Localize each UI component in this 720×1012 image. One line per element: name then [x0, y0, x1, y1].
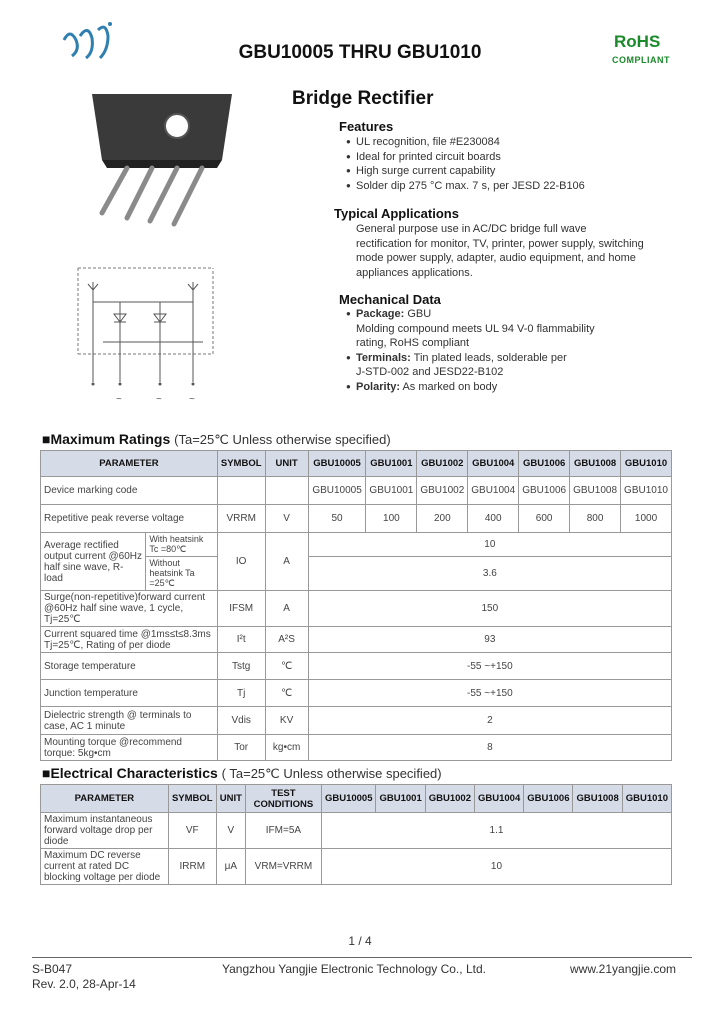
unit-cell: A — [265, 591, 308, 627]
section-note: (Ta=25℃ Unless otherwise specified) — [174, 432, 391, 447]
ac-terminal-label-3: ~ — [189, 394, 195, 405]
table-row — [41, 627, 672, 653]
symbol-cell: IFSM — [217, 591, 265, 627]
col-header: TEST CONDITIONS — [245, 785, 321, 813]
table-row — [41, 591, 672, 627]
col-header: GBU1010 — [622, 785, 671, 813]
doc-code: S-B047 — [32, 962, 73, 976]
mechanical-data: ● Package: GBU Molding compound meets UL 94 V-0 flammability rating, RoHS compliant ● Terminals: Tin plated leads, solderable per J-STD-002 and JESD22-B102 ● Polarity: As marked on body — [346, 307, 686, 394]
website-link[interactable]: www.21yangjie.com — [570, 962, 677, 976]
value-cell: GBU1006 — [519, 477, 570, 505]
col-header: GBU1006 — [524, 785, 573, 813]
section-note: ( Ta=25℃ Unless otherwise specified) — [221, 766, 442, 781]
symbol-cell: IO — [217, 533, 265, 591]
table-row — [41, 849, 672, 885]
list-item: ● Ideal for printed circuit boards — [346, 150, 686, 165]
symbol-cell: I²t — [217, 627, 265, 653]
param-cell: Current squared time @1ms≤t≤8.3ms Tj=25℃, Rating of per diode — [41, 627, 218, 653]
package-image — [72, 88, 242, 228]
col-header: GBU1002 — [425, 785, 474, 813]
value-cell: 10 — [321, 849, 671, 885]
value-cell: 10 — [308, 533, 671, 557]
table-row — [41, 505, 672, 533]
col-header: GBU1008 — [570, 451, 621, 477]
company-name: Yangzhou Yangjie Electronic Technology Co., Ltd. — [222, 962, 486, 976]
value-cell: GBU1010 — [621, 477, 672, 505]
col-header: PARAMETER — [41, 451, 218, 477]
list-item: ● High surge current capability — [346, 164, 686, 179]
product-subtitle: Bridge Rectifier — [292, 88, 434, 109]
value-cell: 100 — [366, 505, 417, 533]
unit-cell: V — [265, 505, 308, 533]
applications-text — [356, 222, 696, 280]
rohs-badge: RoHS — [614, 32, 661, 51]
col-header: GBU1002 — [417, 451, 468, 477]
value-cell: 800 — [570, 505, 621, 533]
table-row — [41, 735, 672, 761]
value-cell: GBU1001 — [366, 477, 417, 505]
ac-terminal-label-1: ~ — [116, 394, 122, 405]
package-value: GBU — [407, 308, 432, 320]
condition-cell: With heatsink Tc =80℃ — [146, 533, 218, 557]
col-header: GBU1008 — [573, 785, 622, 813]
unit-cell: KV — [265, 707, 308, 735]
param-cell: Storage temperature — [41, 653, 218, 680]
param-cell: Device marking code — [41, 477, 218, 505]
value-cell: GBU1008 — [570, 477, 621, 505]
symbol-cell: IRRM — [168, 849, 216, 885]
value-cell: 50 — [308, 505, 366, 533]
param-cell: Maximum DC reverse current at rated DC blocking voltage per diode — [41, 849, 169, 885]
param-cell: Dielectric strength @ terminals to case, AC 1 minute — [41, 707, 218, 735]
col-header: GBU10005 — [308, 451, 366, 477]
col-header: GBU1010 — [621, 451, 672, 477]
col-header: UNIT — [265, 451, 308, 477]
ac-terminal-label-2: ~ — [156, 394, 162, 405]
electrical-heading — [42, 765, 442, 782]
col-header: GBU1001 — [376, 785, 425, 813]
max-ratings-table — [40, 450, 672, 761]
unit-cell: ℃ — [265, 680, 308, 707]
param-cell: Mounting torque @recommend torque: 5kg•cm — [41, 735, 218, 761]
col-header: PARAMETER — [41, 785, 169, 813]
symbol-cell: Tor — [217, 735, 265, 761]
electrical-table — [40, 784, 672, 885]
package-label: Package: — [356, 308, 405, 320]
value-cell: 1000 — [621, 505, 672, 533]
value-cell: GBU1002 — [417, 477, 468, 505]
value-cell: 600 — [519, 505, 570, 533]
footer-divider — [32, 957, 692, 958]
unit-cell: V — [216, 813, 245, 849]
page-title: GBU10005 THRU GBU1010 — [238, 42, 482, 63]
value-cell: GBU10005 — [308, 477, 366, 505]
col-header: SYMBOL — [168, 785, 216, 813]
text-line: J-STD-002 and JESD22-B102 — [356, 366, 504, 378]
unit-cell: μA — [216, 849, 245, 885]
section-title: ■Maximum Ratings — [42, 431, 171, 447]
param-cell: Junction temperature — [41, 680, 218, 707]
revision: Rev. 2.0, 28-Apr-14 — [32, 977, 136, 991]
text-line: rating, RoHS compliant — [356, 337, 470, 349]
value-cell: 93 — [308, 627, 671, 653]
features-list — [346, 135, 686, 193]
value-cell: GBU1004 — [468, 477, 519, 505]
col-header: GBU1004 — [468, 451, 519, 477]
unit-cell: A — [265, 533, 308, 591]
value-cell: 150 — [308, 591, 671, 627]
max-ratings-heading — [42, 431, 391, 448]
param-cell: Maximum instantaneous forward voltage drop per diode — [41, 813, 169, 849]
col-header: GBU1001 — [366, 451, 417, 477]
unit-cell: ℃ — [265, 653, 308, 680]
table-row — [41, 533, 672, 557]
terminals-label: Terminals: — [356, 351, 411, 364]
col-header: GBU10005 — [321, 785, 376, 813]
table-row — [41, 680, 672, 707]
param-cell: Surge(non-repetitive)forward current @60Hz half sine wave, 1 cycle, Tj=25℃ — [41, 591, 218, 627]
value-cell: 8 — [308, 735, 671, 761]
text-line: General purpose use in AC/DC bridge full wave — [356, 223, 587, 235]
symbol-cell: Vdis — [217, 707, 265, 735]
rohs-compliant-label: COMPLIANT — [612, 55, 670, 65]
col-header: GBU1004 — [474, 785, 523, 813]
text-line: appliances applications. — [356, 266, 473, 279]
value-cell: 200 — [417, 505, 468, 533]
page-number: 1 / 4 — [348, 934, 372, 948]
list-item: ● UL recognition, file #E230084 — [346, 135, 686, 150]
table-row — [41, 477, 672, 505]
polarity-value: As marked on body — [402, 380, 498, 393]
text-line: rectification for monitor, TV, printer, power supply, switching — [356, 237, 644, 250]
value-cell: 1.1 — [321, 813, 671, 849]
condition-cell: IFM=5A — [245, 813, 321, 849]
value-cell: 400 — [468, 505, 519, 533]
param-cell: Repetitive peak reverse voltage — [41, 505, 218, 533]
circuit-diagram — [68, 262, 228, 412]
value-cell: 3.6 — [308, 557, 671, 591]
symbol-cell: Tstg — [217, 653, 265, 680]
condition-cell: VRM=VRRM — [245, 849, 321, 885]
unit-cell: A²S — [265, 627, 308, 653]
unit-cell: kg•cm — [265, 735, 308, 761]
text-line: mode power supply, adapter, audio equipment, and home — [356, 252, 636, 264]
table-row — [41, 707, 672, 735]
symbol-cell: VF — [168, 813, 216, 849]
polarity-label: Polarity: — [356, 380, 401, 393]
section-title: ■Electrical Characteristics — [42, 765, 218, 781]
symbol-cell: Tj — [217, 680, 265, 707]
mechanical-heading: Mechanical Data — [339, 292, 441, 307]
terminals-value: Tin plated leads, solderable per — [413, 351, 567, 364]
value-cell: -55 ~+150 — [308, 653, 671, 680]
features-heading: Features — [339, 119, 394, 134]
condition-cell: Without heatsink Ta =25℃ — [146, 557, 218, 591]
list-item: ● Solder dip 275 °C max. 7 s, per JESD 22-B106 — [346, 179, 686, 194]
value-cell: 2 — [308, 707, 671, 735]
col-header: UNIT — [216, 785, 245, 813]
col-header: GBU1006 — [519, 451, 570, 477]
table-row — [41, 653, 672, 680]
param-cell: Average rectified output current @60Hz half sine wave, R-load — [41, 533, 146, 591]
text-line: Molding compound meets UL 94 V-0 flammability — [356, 322, 595, 335]
table-row — [41, 813, 672, 849]
applications-heading: Typical Applications — [334, 206, 459, 221]
value-cell: -55 ~+150 — [308, 680, 671, 707]
col-header: SYMBOL — [217, 451, 265, 477]
symbol-cell: VRRM — [217, 505, 265, 533]
